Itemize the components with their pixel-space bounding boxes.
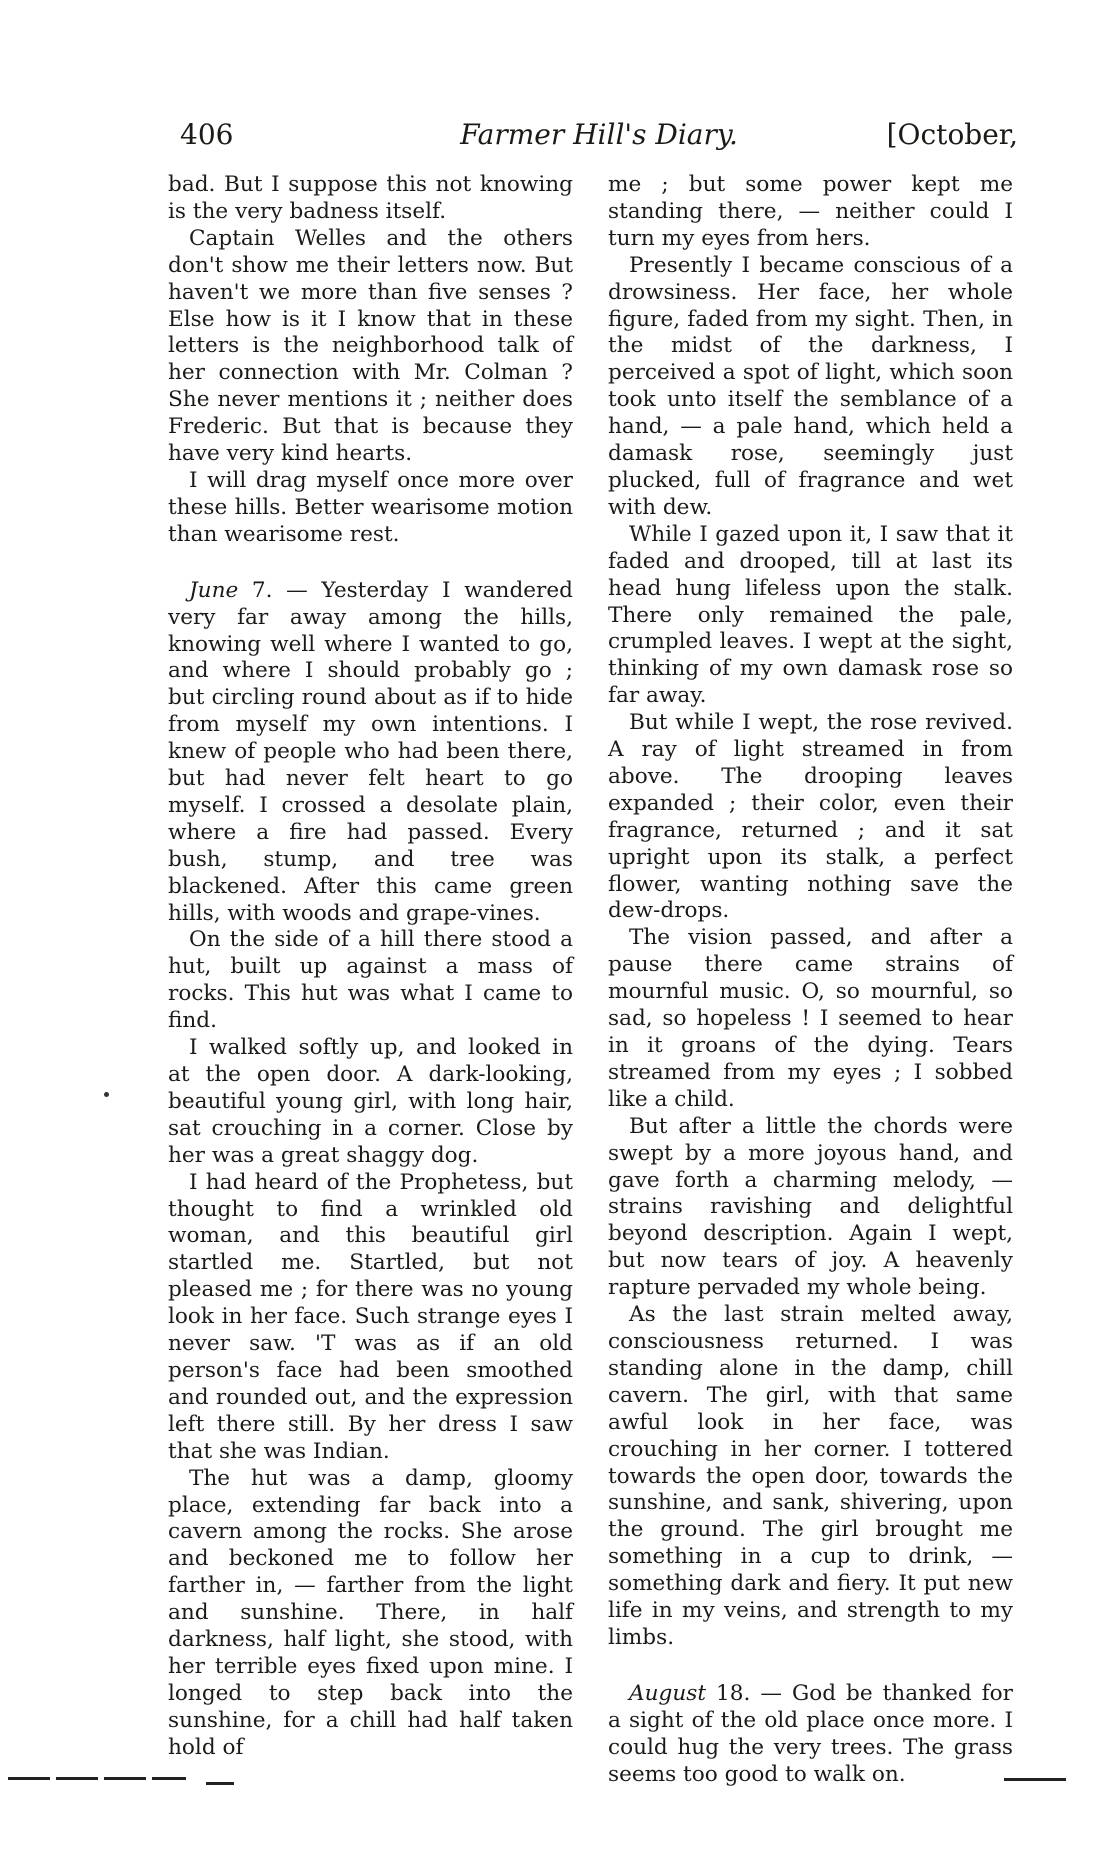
paragraph: The vision passed, and after a pause there came strains of mournful music. O, so mournful, so sad, so hopeless ! I seemed to hear in it groans of the dying. Tears streamed from my eyes ; I sobbed like a child.: [608, 925, 1013, 1112]
paragraph: As the last strain melted away, consciousness returned. I was standing alone in the damp, chill cavern. The girl, with that same awful look in her face, was crouching in her corner. I tottered towards the open door, towards the sunshine, and sank, shivering, upon the ground. The girl brought me something in a cup to drink, — something dark and fiery. It put new life in my veins, and strength to my limbs.: [608, 1302, 1013, 1650]
paragraph: bad. But I suppose this not knowing is the very badness itself.: [168, 172, 573, 224]
page-number: 406: [180, 118, 234, 151]
entry-text: 18. — God be thanked for a sight of the old place once more. I could hug the very trees. The grass seems too good to walk on.: [608, 1680, 1013, 1787]
diary-entry-june: [168, 578, 573, 928]
paragraph: I walked softly up, and looked in at the open door. A dark-looking, beautiful young girl, with long hair, sat crouching in a corner. Close by her was a great shaggy dog.: [168, 1035, 573, 1168]
entry-date: June: [189, 577, 239, 603]
paragraph: But after a little the chords were swept by a more joyous hand, and gave forth a charming melody, — strains ravishing and delightful beyond description. Again I wept, but now tears of joy. A heavenly rapture pervaded my whole being.: [608, 1113, 1013, 1301]
paragraph: On the side of a hill there stood a hut, built up against a mass of rocks. This hut was what I came to find.: [168, 927, 573, 1034]
page-header: [180, 118, 1018, 158]
entry-date: August: [629, 1680, 706, 1706]
paragraph: While I gazed upon it, I saw that it faded and drooped, till at last its head hung lifeless upon the stalk. There only remained the pale, crumpled leaves. I wept at the sight, thinking of my own damask rose so far away.: [608, 521, 1013, 709]
bottom-rule-right: [1004, 1778, 1066, 1781]
paragraph: The hut was a damp, gloomy place, extending far back into a cavern among the rocks. She arose and beckoned me to follow her farther in, — farther from the light and sunshine. There, in half darkness, half light, she stood, with her terrible eyes fixed upon mine. I longed to step back into the sunshine, for a chill had half taken hold of: [168, 1465, 573, 1760]
margin-dot: [104, 1092, 109, 1097]
running-title: Farmer Hill's Diary.: [460, 118, 738, 151]
paragraph: Captain Welles and the others don't show me their letters now. But haven't we more than five senses ? Else how is it I know that in these letters is the neighborhood talk of her connection with Mr. Colman ? She never mentions it ; neither does Frederic. But that is because they have very kind hearts.: [168, 225, 573, 467]
left-column: [168, 172, 573, 1762]
paragraph: But while I wept, the rose revived. A ray of light streamed in from above. The drooping leaves expanded ; their color, even their fragrance, returned ; and it sat upright upon its stalk, a perfect flower, wanting nothing save the dew-drops.: [608, 710, 1013, 924]
paragraph: I will drag myself once more over these hills. Better wearisome motion than wearisome rest.: [168, 467, 573, 547]
bottom-rule-mark: [206, 1770, 234, 1785]
diary-entry-august: [608, 1681, 1013, 1789]
paragraph: I had heard of the Prophetess, but thought to find a wrinkled old woman, and this beautiful girl startled me. Startled, but not pleased me ; for there was no young look in her face. Such strange eyes I never saw. 'T was as if an old person's face had been smoothed and rounded out, and the expression left there still. By her dress I saw that she was Indian.: [168, 1169, 573, 1464]
bottom-rule-left: [8, 1777, 186, 1780]
running-month: [October,: [886, 118, 1018, 151]
paragraph: me ; but some power kept me standing there, — neither could I turn my eyes from hers.: [608, 172, 1013, 251]
paragraph: Presently I became conscious of a drowsiness. Her face, her whole figure, faded from my sight. Then, in the midst of the darkness, I perceived a spot of light, which soon took unto itself the semblance of a hand, — a pale hand, which held a damask rose, seemingly just plucked, full of fragrance and wet with dew.: [608, 252, 1013, 520]
entry-text: 7. — Yesterday I wandered very far away among the hills, knowing well where I wanted to go, and where I should probably go ; but circling round about as if to hide from myself my own intentions. I knew of people who had been there, but had never felt heart to go myself. I crossed a desolate plain, where a fire had passed. Every bush, stump, and tree was blackened. After this came green hills, with woods and grape-vines.: [168, 577, 573, 926]
right-column: [608, 172, 1013, 1788]
